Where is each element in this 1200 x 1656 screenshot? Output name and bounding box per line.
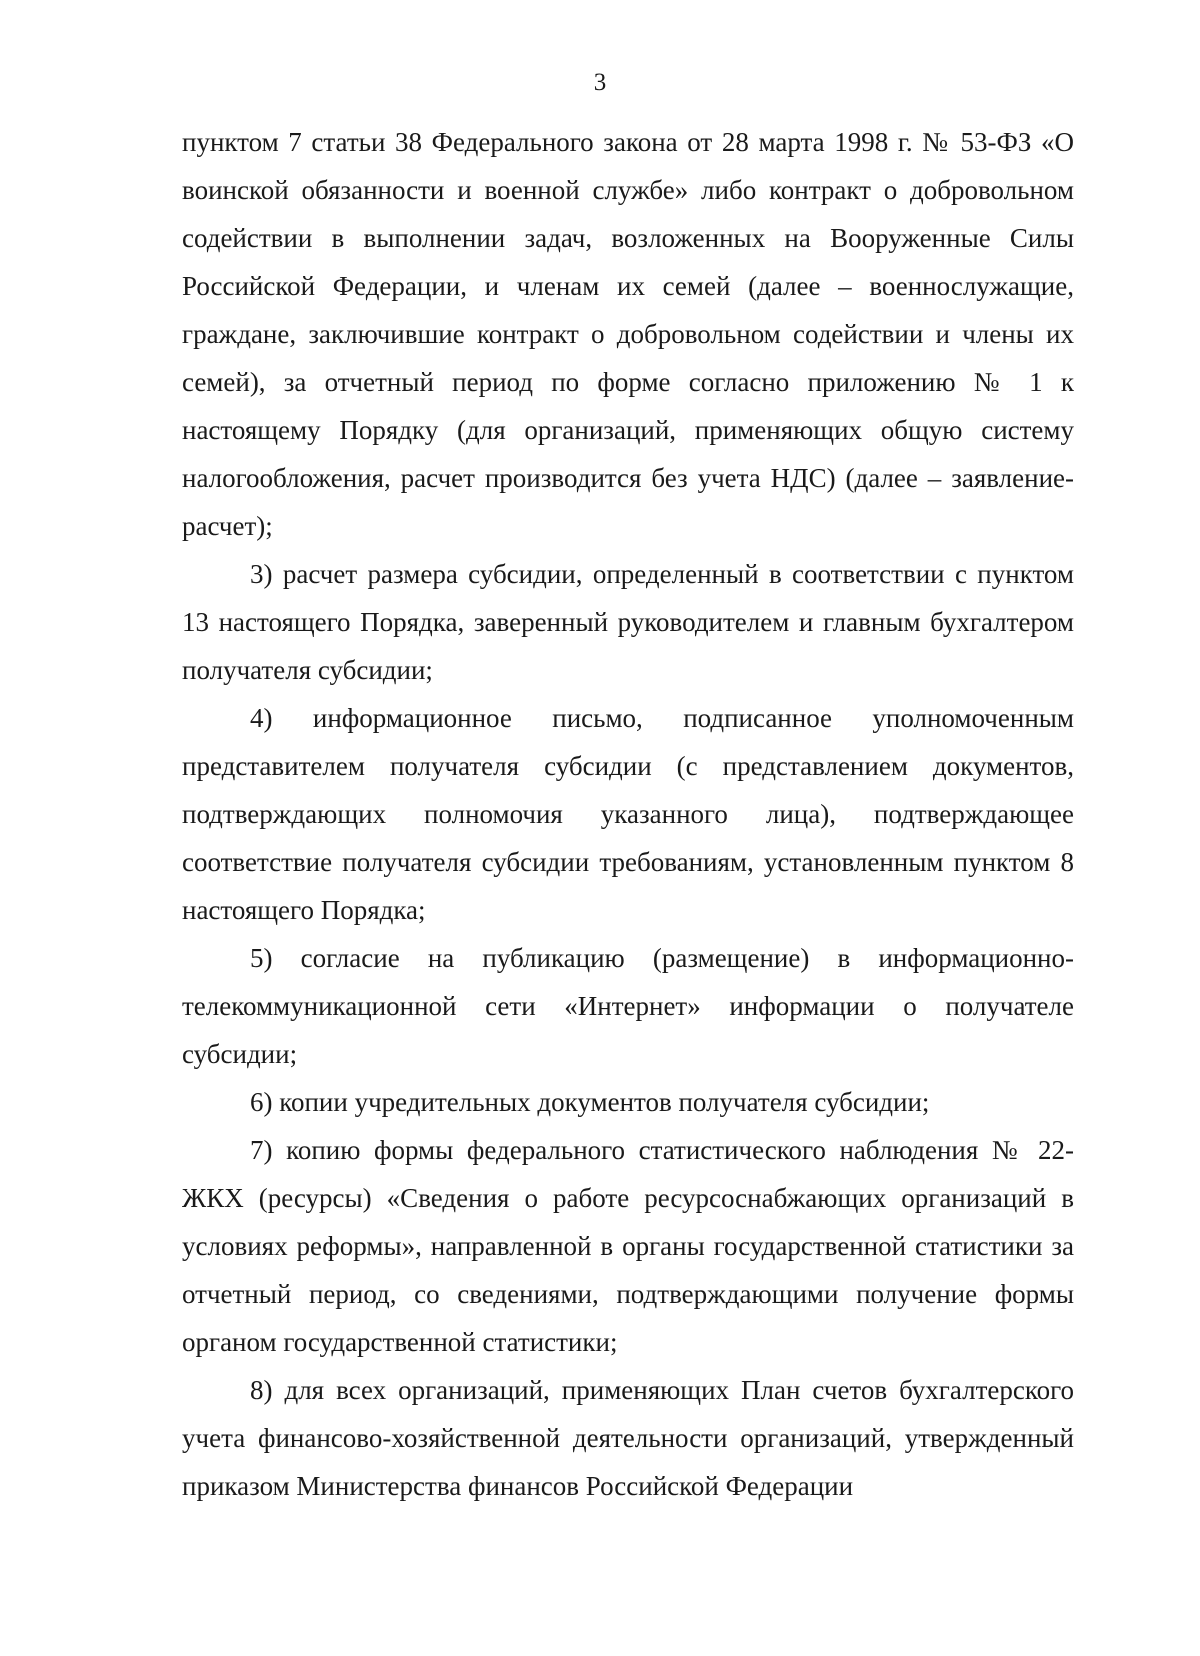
paragraph-item-4: 4) информационное письмо, подписанное уполномоченным представителем получателя субсидии (с представлением документов, подтверждающих полномочия указанного лица), подтверждающее соответствие получателя субсидии требованиям, установленным пунктом 8 настоящего Порядка; <box>182 703 1074 925</box>
page-number: 3 <box>593 69 607 96</box>
paragraph-item-6: 6) копии учредительных документов получателя субсидии; <box>250 1087 930 1117</box>
paragraph-item-5: 5) согласие на публикацию (размещение) в информационно-телекоммуникационной сети «Интернет» информации о получателе субсидии; <box>182 943 1074 1069</box>
paragraph-item-3: 3) расчет размера субсидии, определенный в соответствии с пунктом 13 настоящего Порядка, заверенный руководителем и главным бухгалтером получателя субсидии; <box>182 559 1074 685</box>
paragraph-item-8: 8) для всех организаций, применяющих План счетов бухгалтерского учета финансово-хозяйственной деятельности организаций, утвержденный приказом Министерства финансов Российской Федерации <box>182 1375 1074 1501</box>
document-body <box>182 118 1074 1510</box>
paragraph-item-7: 7) копию формы федерального статистического наблюдения № 22-ЖКХ (ресурсы) «Сведения о работе ресурсоснабжающих организаций в условиях реформы», направленной в органы государственной статистики за отчетный период, со сведениями, подтверждающими получение формы органом государственной статистики; <box>182 1135 1074 1357</box>
paragraph-continuation: пунктом 7 статьи 38 Федерального закона от 28 марта 1998 г. № 53-ФЗ «О воинской обязанности и военной службе» либо контракт о добровольном содействии в выполнении задач, возложенных на Вооруженные Силы Российской Федерации, и членам их семей (далее – военнослужащие, граждане, заключившие контракт о добровольном содействии и члены их семей), за отчетный период по форме согласно приложению № 1 к настоящему Порядку (для организаций, применяющих общую систему налогообложения, расчет производится без учета НДС) (далее – заявление-расчет); <box>182 127 1074 541</box>
